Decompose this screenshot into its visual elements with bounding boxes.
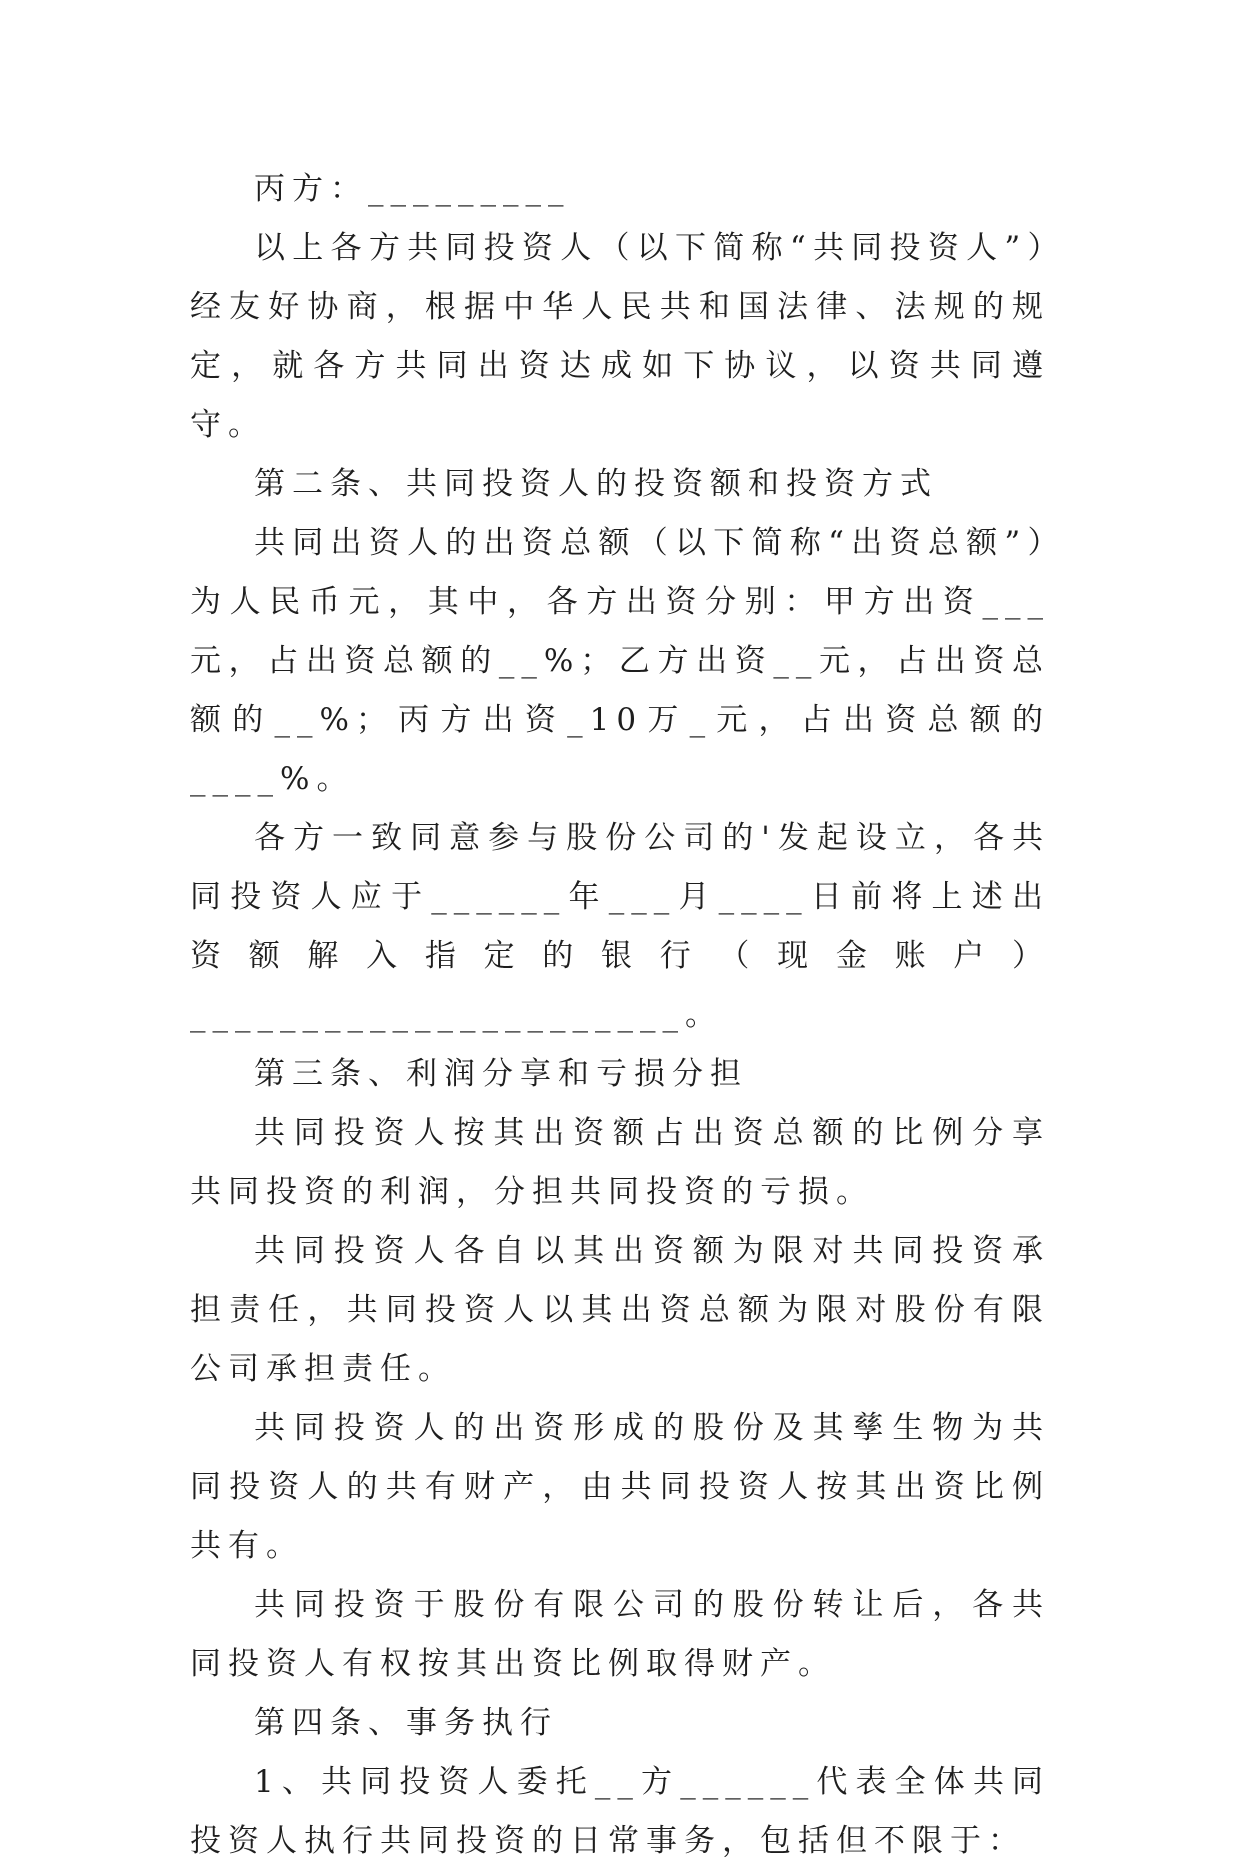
affairs-execution-item-1: 1、共同投资人委托__方______代表全体共同投资人执行共同投资的日常事务，包括但不限于： [190, 1764, 1050, 1859]
share-transfer-paragraph: 共同投资于股份有限公司的股份转让后，各共同投资人有权按其出资比例取得财产。 [190, 1587, 1050, 1682]
party-c-line: 丙方：_________ [254, 171, 571, 207]
article-3-heading: 第三条、利润分享和亏损分担 [254, 1056, 748, 1092]
payment-deadline-paragraph: 各方一致同意参与股份公司的'发起设立，各共同投资人应于______年___月____日前将上述出资额解入指定的银行（现金账户）______________________。 [190, 820, 1050, 1033]
liability-paragraph: 共同投资人各自以其出资额为限对共同投资承担责任，共同投资人以其出资总额为限对股份有限公司承担责任。 [190, 1233, 1050, 1387]
profit-sharing-paragraph: 共同投资人按其出资额占出资总额的比例分享共同投资的利润，分担共同投资的亏损。 [190, 1115, 1050, 1210]
article-2-heading: 第二条、共同投资人的投资额和投资方式 [254, 466, 938, 502]
document-body [190, 160, 1050, 1871]
capital-contribution-paragraph: 共同出资人的出资总额（以下简称“出资总额”）为人民币元，其中，各方出资分别：甲方出资___元，占出资总额的__%；乙方出资__元，占出资总额的__%；丙方出资_10万_元，占出资总额的____%。 [190, 525, 1050, 797]
preamble-paragraph: 以上各方共同投资人（以下简称“共同投资人”）经友好协商，根据中华人民共和国法律、法规的规定，就各方共同出资达成如下协议，以资共同遵守。 [190, 230, 1050, 443]
article-4-heading: 第四条、事务执行 [254, 1705, 558, 1741]
joint-property-paragraph: 共同投资人的出资形成的股份及其孳生物为共同投资人的共有财产，由共同投资人按其出资比例共有。 [190, 1410, 1050, 1564]
